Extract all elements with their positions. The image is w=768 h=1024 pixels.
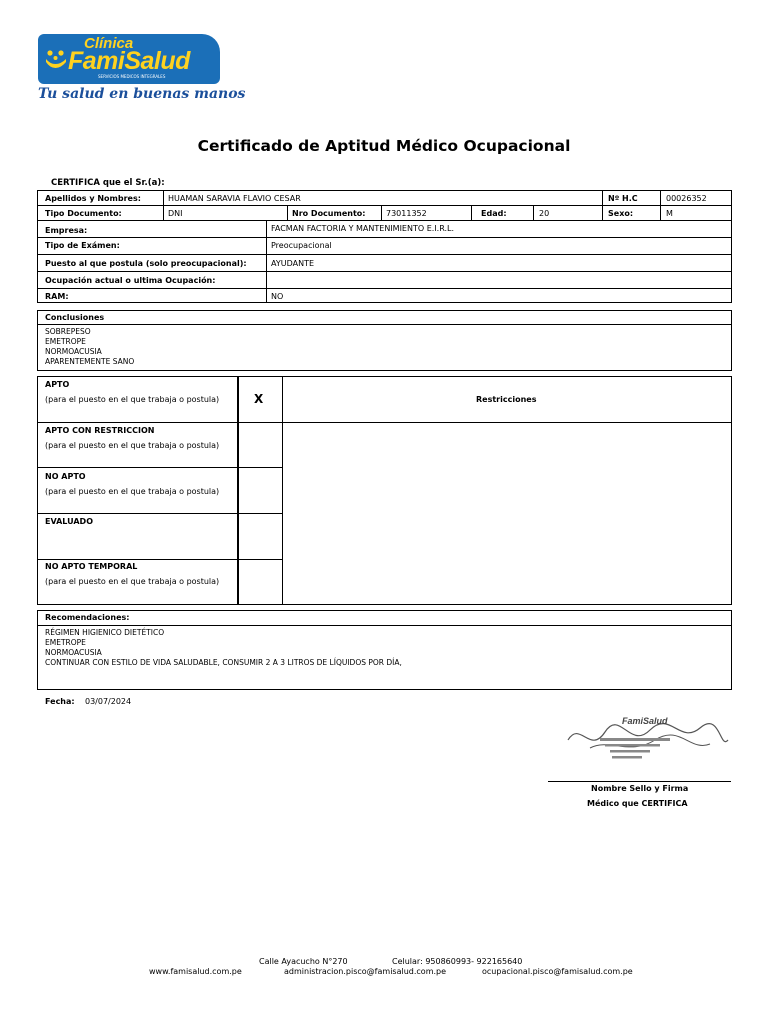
no-apto-temporal-sublabel: (para el puesto en el que trabaja o postula) [45, 577, 220, 586]
date-label: Fecha: [45, 697, 75, 706]
restrictions-header: Restricciones [476, 395, 537, 404]
hc-label: Nº H.C [608, 194, 638, 203]
age-label: Edad: [481, 209, 507, 218]
recommendations-label: Recomendaciones: [45, 613, 130, 622]
logo-subtitle: SERVICIOS MEDICOS INTEGRALES [98, 74, 166, 79]
no-apto-temporal-label: NO APTO TEMPORAL [45, 562, 138, 571]
footer-address: Calle Ayacucho N°270 [259, 957, 348, 966]
signature-line [548, 781, 731, 782]
name-value: HUAMAN SARAVIA FLAVIO CESAR [168, 194, 301, 203]
logo-badge [38, 34, 220, 84]
signature-caption-2: Médico que CERTIFICA [587, 799, 688, 808]
occupation-label: Ocupación actual o ultima Ocupación: [45, 276, 216, 285]
conclusions-list [45, 327, 134, 367]
doc-type-value: DNI [168, 209, 183, 218]
conclusion-item: NORMOACUSIA [45, 347, 102, 356]
recommendation-item: NORMOACUSIA [45, 648, 102, 657]
apto-label: APTO [45, 380, 70, 389]
conclusions-label: Conclusiones [45, 313, 105, 322]
no-apto-sublabel: (para el puesto en el que trabaja o postula) [45, 487, 220, 496]
certifica-label: CERTIFICA que el Sr.(a): [51, 178, 165, 188]
hc-value: 00026352 [666, 194, 707, 203]
recommendations-list [45, 628, 402, 668]
clinic-logo [38, 34, 246, 106]
doc-number-label: Nro Documento: [292, 209, 366, 218]
sex-value: M [666, 209, 673, 218]
document-title: Certificado de Aptitud Médico Ocupacional [197, 137, 571, 155]
exam-type-value: Preocupacional [271, 241, 332, 250]
doc-number-value: 73011352 [386, 209, 427, 218]
sex-label: Sexo: [608, 209, 634, 218]
ram-value: NO [271, 292, 284, 301]
conclusion-item: APARENTEMENTE SANO [45, 357, 135, 366]
doc-type-label: Tipo Documento: [45, 209, 122, 218]
exam-type-label: Tipo de Exámen: [45, 241, 120, 250]
footer-email-occupational: ocupacional.pisco@famisalud.com.pe [482, 967, 633, 976]
patient-info-table [37, 190, 732, 303]
age-value: 20 [539, 209, 550, 218]
family-icon [44, 48, 68, 72]
company-value: FACMAN FACTORIA Y MANTENIMIENTO E.I.R.L. [271, 224, 455, 233]
no-apto-label: NO APTO [45, 472, 86, 481]
recommendation-item: CONTINUAR CON ESTILO DE VIDA SALUDABLE, CONSUMIR 2 A 3 LITROS DE LÍQUIDOS POR DÍA, [45, 658, 402, 667]
apto-restriccion-label: APTO CON RESTRICCION [45, 426, 155, 435]
position-label: Puesto al que postula (solo preocupacional): [45, 259, 247, 268]
footer-phone: Celular: 950860993- 922165640 [392, 957, 523, 966]
signature-caption-1: Nombre Sello y Firma [591, 784, 689, 793]
apto-restriccion-sublabel: (para el puesto en el que trabaja o postula) [45, 441, 220, 450]
logo-slogan: Tu salud en buenas manos [38, 86, 246, 102]
evaluado-label: EVALUADO [45, 517, 93, 526]
position-value: AYUDANTE [271, 259, 315, 268]
apto-mark: X [254, 392, 264, 406]
ram-label: RAM: [45, 292, 69, 301]
logo-clinica-text: Clínica [84, 35, 134, 52]
name-label: Apellidos y Nombres: [45, 194, 141, 203]
doctor-signature-stamp [560, 710, 730, 772]
date-value: 03/07/2024 [85, 697, 132, 706]
stamp-brand: FamiSalud [622, 716, 668, 726]
logo-brand-text: FamiSalud [68, 47, 190, 75]
recommendation-item: RÉGIMEN HIGIENICO DIETÉTICO [45, 628, 165, 637]
footer-email-admin: administracion.pisco@famisalud.com.pe [284, 967, 447, 976]
recommendation-item: EMETROPE [45, 638, 86, 647]
footer-website: www.famisalud.com.pe [149, 967, 242, 976]
conclusion-item: SOBREPESO [45, 327, 91, 336]
conclusion-item: EMETROPE [45, 337, 86, 346]
conclusions-box [37, 310, 732, 371]
company-label: Empresa: [45, 226, 88, 235]
apto-sublabel: (para el puesto en el que trabaja o postula) [45, 395, 220, 404]
